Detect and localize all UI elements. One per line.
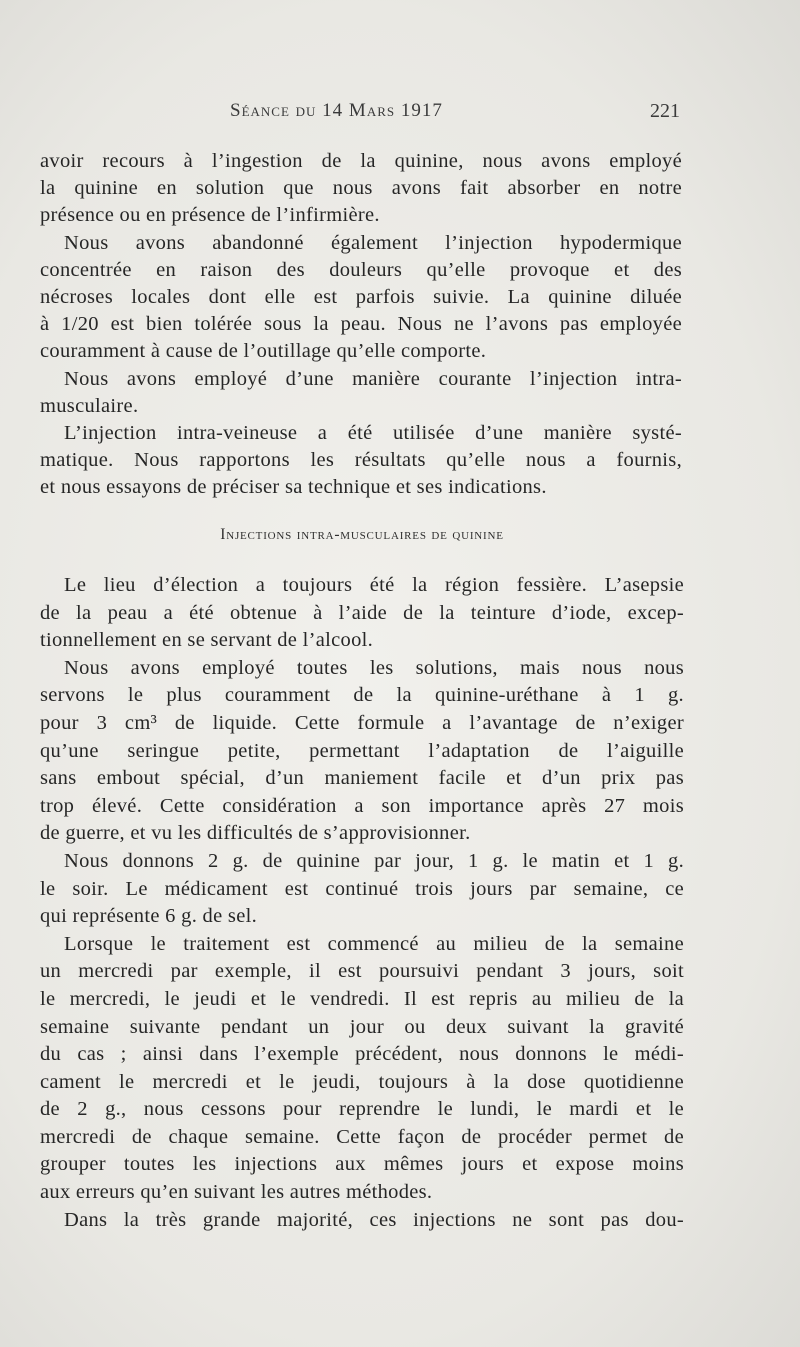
- text-line: du cas ; ainsi dans l’exemple précédent, nous donnons le médi-: [40, 1043, 684, 1066]
- text-line: de la peau a été obtenue à l’aide de la teinture d’iode, excep-: [40, 601, 684, 624]
- page-number: 221: [650, 100, 680, 122]
- text-line: couramment à cause de l’outillage qu’elle comporte.: [40, 340, 487, 363]
- text-line: mercredi de chaque semaine. Cette façon de procéder permet de: [40, 1125, 684, 1148]
- text-line: Le lieu d’élection a toujours été la région fessière. L’asepsie: [64, 574, 684, 596]
- text-line: Nous avons employé toutes les solutions, mais nous nous: [64, 656, 684, 679]
- text-line: sans embout spécial, d’un maniement facile et d’un prix pas: [40, 767, 684, 790]
- text-line: concentrée en raison des douleurs qu’elle provoque et des: [40, 258, 682, 281]
- text-line: L’injection intra-veineuse a été utilisée d’une manière systé-: [64, 421, 682, 444]
- text-line: Dans la très grande majorité, ces injections ne sont pas dou-: [64, 1208, 684, 1231]
- text-line: tionnellement en se servant de l’alcool.: [40, 629, 374, 652]
- text-line: avoir recours à l’ingestion de la quinine, nous avons employé: [40, 150, 682, 172]
- text-line: Nous donnons 2 g. de quinine par jour, 1 g. le matin et 1 g.: [64, 849, 684, 872]
- text-line: servons le plus couramment de la quinine-uréthane à 1 g.: [40, 684, 684, 707]
- text-line: cament le mercredi et le jeudi, toujours à la dose quotidienne: [40, 1070, 684, 1093]
- section-heading: Injections intra-musculaires de quinine: [220, 526, 504, 543]
- text-line: musculaire.: [40, 394, 139, 417]
- text-line: nécroses locales dont elle est parfois suivie. La quinine diluée: [40, 285, 682, 308]
- text-line: pour 3 cm³ de liquide. Cette formule a l’avantage de n’exiger: [40, 711, 684, 734]
- text-line: qui représente 6 g. de sel.: [40, 905, 258, 928]
- body-text-bottom: [40, 526, 684, 1234]
- text-line: matique. Nous rapportons les résultats qu’elle nous a fournis,: [40, 449, 682, 472]
- text-line: de guerre, et vu les difficultés de s’approvisionner.: [40, 822, 471, 845]
- text-line: grouper toutes les injections aux mêmes jours et expose moins: [40, 1153, 684, 1176]
- text-line: qu’une seringue petite, permettant l’adaptation de l’aiguille: [40, 739, 684, 762]
- text-line: à 1/20 est bien tolérée sous la peau. Nous ne l’avons pas employée: [40, 313, 682, 336]
- text-line: de 2 g., nous cessons pour reprendre le lundi, le mardi et le: [40, 1098, 684, 1121]
- text-line: et nous essayons de préciser sa technique et ses indications.: [40, 476, 547, 499]
- text-line: aux erreurs qu’en suivant les autres méthodes.: [40, 1181, 433, 1204]
- text-line: Nous avons employé d’une manière courante l’injection intra-: [64, 367, 682, 390]
- running-head: [40, 100, 680, 130]
- text-line: Lorsque le traitement est commencé au milieu de la semaine: [64, 932, 684, 955]
- text-line: semaine suivante pendant un jour ou deux suivant la gravité: [40, 1015, 684, 1038]
- text-line: un mercredi par exemple, il est poursuivi pendant 3 jours, soit: [40, 960, 684, 983]
- text-line: le mercredi, le jeudi et le vendredi. Il est repris au milieu de la: [40, 987, 684, 1010]
- body-text-top: [40, 148, 682, 501]
- running-head-title: Séance du 14 Mars 1917: [230, 100, 443, 121]
- text-line: la quinine en solution que nous avons fait absorber en notre: [40, 177, 682, 200]
- text-line: Nous avons abandonné également l’injection hypodermique: [64, 231, 682, 254]
- text-line: le soir. Le médicament est continué trois jours par semaine, ce: [40, 877, 684, 900]
- text-line: trop élevé. Cette considération a son importance après 27 mois: [40, 794, 684, 817]
- text-line: présence ou en présence de l’infirmière.: [40, 204, 380, 227]
